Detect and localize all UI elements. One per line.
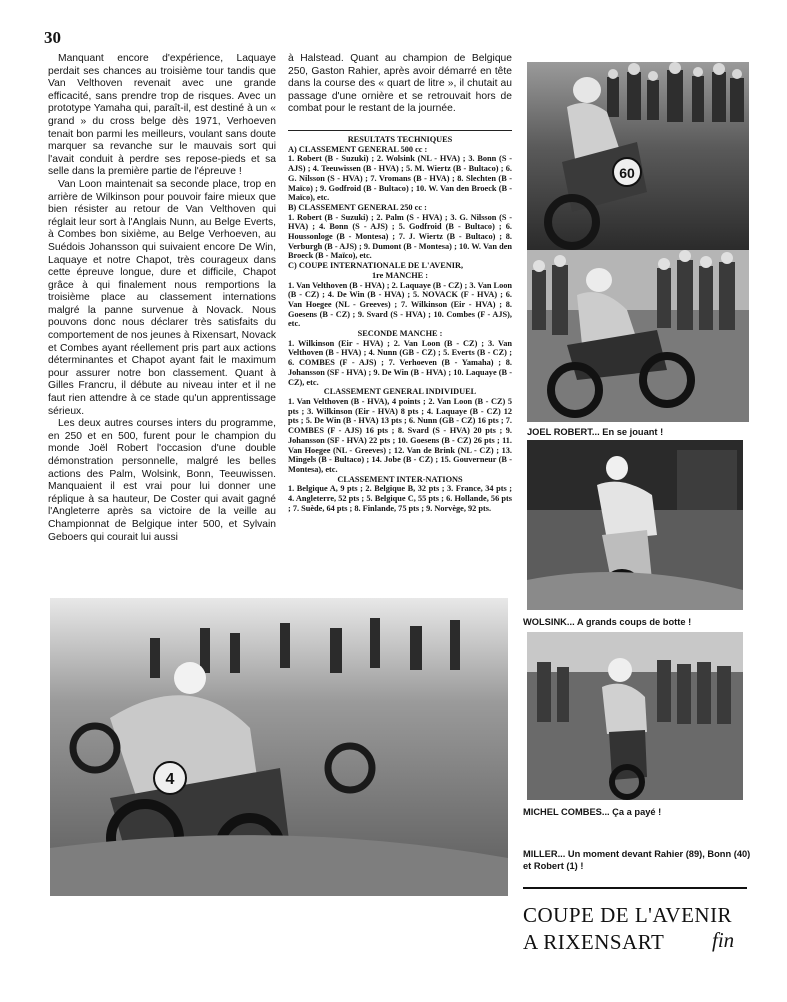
photo-robert [527,250,749,422]
results-list: 1. Van Velthoven (B - HVA) ; 2. Laquaye (B - CZ) ; 3. Van Loon (B - CZ) ; 4. De Win (B - HVA) ; 5. NOVACK (F - HVA) ; 6. Van Hoegee (NL - Greeves) ; 7. Wilkinson (Eir - HVA) ; 8. Goesens (B - CZ) ; 9. Svard (S - HVA) ; 10. Combes (F - AJS), etc. [288,280,512,329]
results-list: 1. Belgique A, 9 pts ; 2. Belgique B, 32 pts ; 3. France, 34 pts ; 4. Angleterre, 52 pts ; 5. Belgique C, 55 pts ; 6. Hollande, 56 pts ; 7. Suède, 64 pts ; 8. Finlande, 75 pts ; 9. Norvège, 92 pts. [288,484,512,513]
bike-number: 60 [619,165,635,181]
article-column-1 [48,53,276,544]
caption-robert: JOEL ROBERT... En se jouant ! [527,427,664,437]
results-title: RESULTATS TECHNIQUES [347,135,453,144]
article-title-line2: A RIXENSART [523,930,665,954]
caption-combes: MICHEL COMBES... Ça a payé ! [523,807,662,817]
results-list: 1. Robert (B - Suzuki) ; 2. Wolsink (NL - HVA) ; 3. Bonn (S - AJS) ; 4. Teeuwissen (B - HVA) ; 5. M. Wiertz (B - Bultaco) ; 6. G. Nilsson (S - HVA) ; 7. Vromans (B - HVA) ; 8. Slechten (B - Maïco) ; 9. Godfroid (B - Bultaco) ; 10. W. Van den Broeck (B - Maïco), etc. [288,154,512,203]
article-paragraph: à Halstead. Quant au champion de Belgique 250, Gaston Rahier, après avoir démarré en tête dans la course des « quart de litre », il chutait au passage d'une ornière et se retrouvait hors de combat pour le restant de la journée. [288,53,512,115]
results-section-title: A) CLASSEMENT GENERAL 500 cc : [288,144,428,154]
photo-wolsink [527,440,743,610]
results-subtitle: CLASSEMENT INTER-NATIONS [337,474,463,484]
article-title-line1: COUPE DE L'AVENIR [523,903,733,927]
title-rule [523,887,747,889]
article-paragraph: Van Loon maintenait sa seconde place, trop en arrière de Wilkinson pour pouvoir faire mieux que bien résister au retour de Van Velthoven qui réglait leur sort à l'Anglais Nunn, au Belge Everts, à Combes bon sixième, au Belge Verhoeven, au Suédois Johansson qui suivaient encore De Win, Laquaye et notre Chapot, très courageux dans cette épreuve longue, dure et difficile, Chapot grâce à qui finalement nous remportions la troisième place au classement internations malgré la panne survenue à Novack. Nous pouvons donc nous déclarer très satisfaits du comportement de nos jeunes à Rixensart, Novack et Combes ayant réellement pris part aux actions déterminantes et Chapot ayant fait le maximum pour assurer notre bon classement. Quant à Gilles Francru, il débute au niveau inter et il ne faut rien attendre à ce stade qu'un apprentissage sérieux. [48,178,276,417]
results-subtitle: CLASSEMENT GENERAL INDIVIDUEL [323,387,477,397]
photo-combes [527,632,743,800]
photo-bonn [527,62,749,252]
results-subtitle: SECONDE MANCHE : [357,329,443,339]
results-list: 1. Robert (B - Suzuki) ; 2. Palm (S - HVA) ; 3. G. Nilsson (S - HVA) ; 4. Bonn (S - AJS) ; 5. Godfroid (B - Bultaco) ; 6. Houssonloge (B - Montesa) ; 7. J. Wiertz (B - Bultaco) ; 8. Verburgh (B - AJS) ; 9. Dumont (B - Montesa) ; 10. W. Van den Broeck (B - Maïco), etc. [288,212,512,261]
results-list: 1. Wilkinson (Eir - HVA) ; 2. Van Loon (B - CZ) ; 3. Van Velthoven (B - HVA) ; 4. Nunn (GB - CZ) ; 5. Everts (B - CZ) ; 6. COMBES (F - AJS) ; 7. Verhoeven (B - Yamaha) ; 8. Johansson (SF - HVA) ; 9. De Win (B - HVA) ; 10. Laquaye (B - CZ), etc. [288,338,512,387]
results-box [288,130,512,513]
page-number: 30 [44,28,61,47]
results-section-title: C) COUPE INTERNATIONALE DE L'AVENIR, [288,261,464,271]
results-section-title: B) CLASSEMENT GENERAL 250 cc : [288,202,427,212]
photo-miller [50,598,508,896]
results-subtitle: 1re MANCHE : [371,270,429,280]
caption-wolsink: WOLSINK... A grands coups de botte ! [523,617,692,627]
bike-number: 4 [165,771,175,788]
article-column-2 [288,53,512,116]
article-paragraph: Les deux autres courses inters du programme, en 250 et en 500, furent pour le champion du monde Joël Robert l'occasion d'une double démonstration personnelle, malgré les belles actions des Palm, Wolsink, Bonn, Teeuwissen. Manquaient il est vrai pour lui donner une réplique à sa hauteur, De Coster qui avait gagné l'Angleterre après sa victoire de la veille au Championnat de Belgique inter 500, et Sylvain Geboers qui courait lui aussi [48,418,276,543]
article-paragraph: Manquant encore d'expérience, Laquaye perdait ses chances au troisième tour tandis que Van Velthoven revenait avec une grande efficacité, sans prendre trop de risques. Avec un prototype Yamaha qui, paraît-il, est destiné à un « grand » du cross belge dès 1971, Verhoeven tenait bon parmi les meilleurs, voulant sans doute marquer sa revanche sur le mauvais sort qui l'avait conduit à perdre ses repose-pieds et sa selle dans la première partie de l'épreuve ! [48,53,276,178]
article-end-mark: fin [712,928,735,952]
caption-miller: MILLER... Un moment devant Rahier (89), Bonn (40) et Robert (1) ! [523,849,751,871]
results-list: 1. Van Velthoven (B - HVA), 4 points ; 2. Van Loon (B - CZ) 5 pts ; 3. Wilkinson (Eir - HVA) 8 pts ; 4. Laquaye (B - CZ) 12 pts ; 5. De Win (B - HVA) 13 pts ; 6. Nunn (GB - CZ) 16 pts ; 7. COMBES (F - AJS) 16 pts ; 8. Svard (S - HVA) 20 pts ; 9. Johansson (SF - HVA) 22 pts ; 10. Goesens (B - CZ) 26 pts ; 11. Van Hoegee (NL - Greeves) ; 12. Van de Brink (NL - CZ) ; 13. Mingels (B - Bultaco) ; 14. Jobe (B - CZ) ; 15. Gouverneur (B - Montesa), etc. [288,396,512,474]
